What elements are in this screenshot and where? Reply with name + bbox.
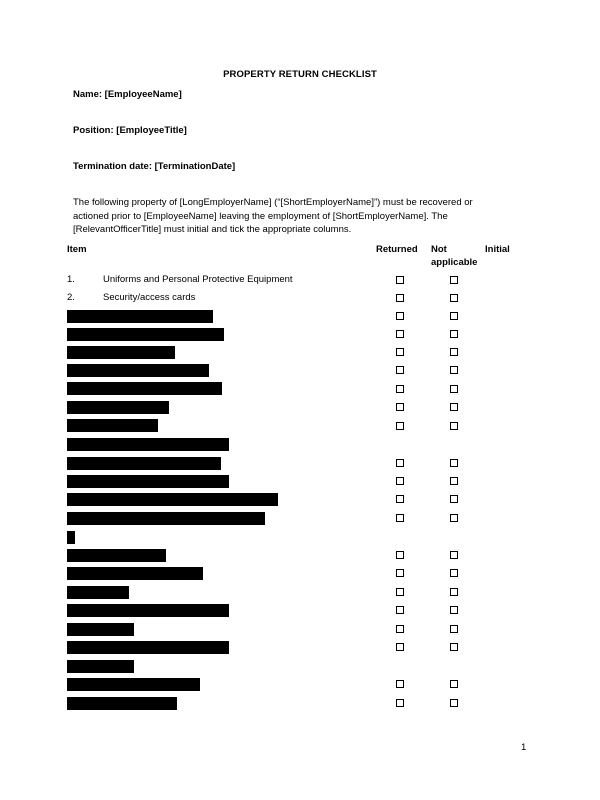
redacted-item xyxy=(67,531,75,544)
employee-position-line: Position: [EmployeeTitle] xyxy=(73,125,187,136)
redacted-item xyxy=(67,310,213,323)
not-applicable-checkbox[interactable] xyxy=(450,606,458,614)
redacted-item xyxy=(67,493,278,506)
redacted-item xyxy=(67,586,129,599)
employee-name-line: Name: [EmployeeName] xyxy=(73,89,182,100)
redacted-item xyxy=(67,346,175,359)
returned-checkbox[interactable] xyxy=(396,312,404,320)
intro-line-2: actioned prior to [EmployeeName] leaving the employment of [ShortEmployerName]. The xyxy=(73,210,448,222)
redacted-item xyxy=(67,328,224,341)
column-header-applicable: applicable xyxy=(431,257,478,268)
returned-checkbox[interactable] xyxy=(396,477,404,485)
redacted-item xyxy=(67,419,158,432)
column-header-item: Item xyxy=(67,244,87,255)
not-applicable-checkbox[interactable] xyxy=(450,459,458,467)
returned-checkbox[interactable] xyxy=(396,625,404,633)
column-header-not-applicable xyxy=(431,243,477,269)
intro-paragraph xyxy=(73,196,528,237)
not-applicable-checkbox[interactable] xyxy=(450,680,458,688)
redacted-item xyxy=(67,660,134,673)
redacted-item xyxy=(67,457,221,470)
intro-line-1: The following property of [LongEmployerName] (“[ShortEmployerName]”) must be recovered or xyxy=(73,197,473,208)
document-title: PROPERTY RETURN CHECKLIST xyxy=(223,69,377,80)
redacted-item xyxy=(67,401,169,414)
returned-checkbox[interactable] xyxy=(396,294,404,302)
not-applicable-checkbox[interactable] xyxy=(450,366,458,374)
redacted-item xyxy=(67,604,229,617)
not-applicable-checkbox[interactable] xyxy=(450,422,458,430)
item-number-2: 2. xyxy=(67,292,75,303)
redacted-item xyxy=(67,697,177,710)
column-header-returned: Returned xyxy=(376,244,418,255)
not-applicable-checkbox[interactable] xyxy=(450,403,458,411)
item-label-1: Uniforms and Personal Protective Equipment xyxy=(103,274,293,285)
item-number-1: 1. xyxy=(67,274,75,285)
not-applicable-checkbox[interactable] xyxy=(450,588,458,596)
returned-checkbox[interactable] xyxy=(396,495,404,503)
not-applicable-checkbox[interactable] xyxy=(450,330,458,338)
returned-checkbox[interactable] xyxy=(396,569,404,577)
page-number: 1 xyxy=(521,742,527,753)
not-applicable-checkbox[interactable] xyxy=(450,312,458,320)
returned-checkbox[interactable] xyxy=(396,459,404,467)
returned-checkbox[interactable] xyxy=(396,643,404,651)
redacted-item xyxy=(67,678,200,691)
redacted-item xyxy=(67,364,209,377)
redacted-item xyxy=(67,623,134,636)
returned-checkbox[interactable] xyxy=(396,514,404,522)
not-applicable-checkbox[interactable] xyxy=(450,569,458,577)
not-applicable-checkbox[interactable] xyxy=(450,348,458,356)
returned-checkbox[interactable] xyxy=(396,606,404,614)
redacted-item xyxy=(67,567,203,580)
returned-checkbox[interactable] xyxy=(396,680,404,688)
returned-checkbox[interactable] xyxy=(396,551,404,559)
column-header-not: Not xyxy=(431,244,447,255)
not-applicable-checkbox[interactable] xyxy=(450,514,458,522)
column-header-initial: Initial xyxy=(485,244,510,255)
not-applicable-checkbox[interactable] xyxy=(450,294,458,302)
returned-checkbox[interactable] xyxy=(396,403,404,411)
returned-checkbox[interactable] xyxy=(396,366,404,374)
redacted-item xyxy=(67,549,166,562)
not-applicable-checkbox[interactable] xyxy=(450,477,458,485)
not-applicable-checkbox[interactable] xyxy=(450,643,458,651)
intro-line-3: [RelevantOfficerTitle] must initial and tick the appropriate columns. xyxy=(73,224,352,235)
returned-checkbox[interactable] xyxy=(396,276,404,284)
returned-checkbox[interactable] xyxy=(396,699,404,707)
not-applicable-checkbox[interactable] xyxy=(450,551,458,559)
redacted-item xyxy=(67,382,222,395)
redacted-item xyxy=(67,475,229,488)
returned-checkbox[interactable] xyxy=(396,348,404,356)
returned-checkbox[interactable] xyxy=(396,422,404,430)
not-applicable-checkbox[interactable] xyxy=(450,495,458,503)
returned-checkbox[interactable] xyxy=(396,588,404,596)
redacted-item xyxy=(67,641,229,654)
redacted-item xyxy=(67,512,265,525)
termination-date-line: Termination date: [TerminationDate] xyxy=(73,161,236,172)
not-applicable-checkbox[interactable] xyxy=(450,276,458,284)
not-applicable-checkbox[interactable] xyxy=(450,625,458,633)
not-applicable-checkbox[interactable] xyxy=(450,385,458,393)
item-label-2: Security/access cards xyxy=(103,292,196,303)
returned-checkbox[interactable] xyxy=(396,330,404,338)
redacted-item xyxy=(67,438,229,451)
returned-checkbox[interactable] xyxy=(396,385,404,393)
not-applicable-checkbox[interactable] xyxy=(450,699,458,707)
